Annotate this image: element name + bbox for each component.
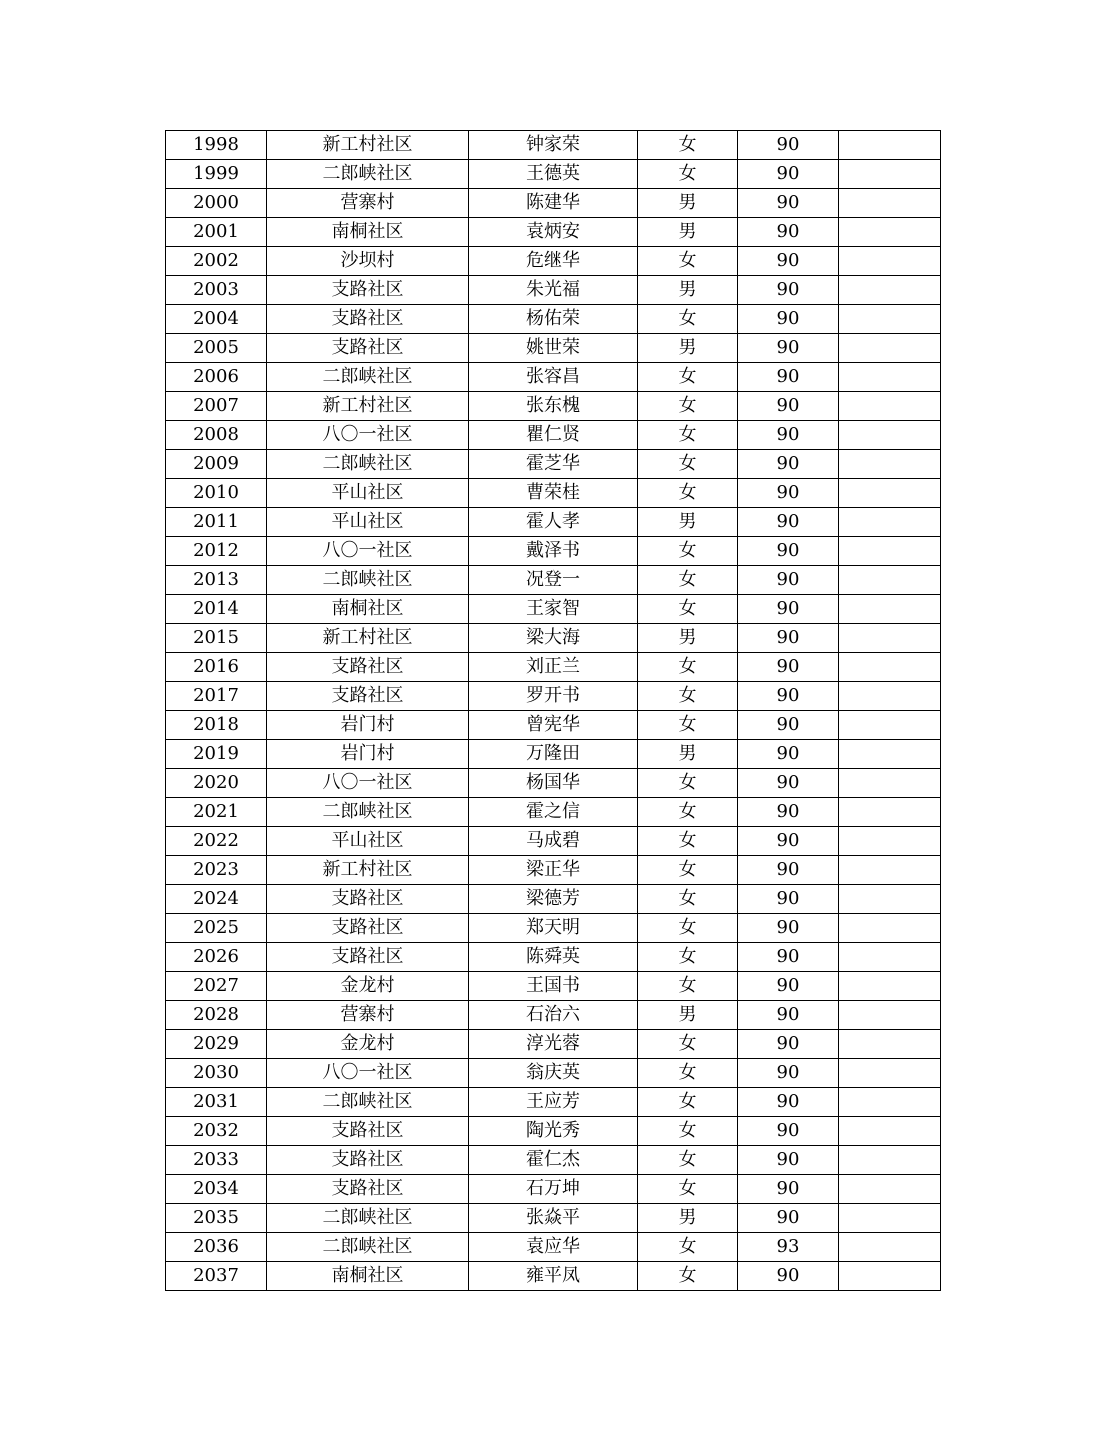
cell-name: 王家智 [469,595,638,624]
table-row [166,450,941,479]
cell-community: 支路社区 [267,914,469,943]
cell-gender: 女 [638,363,738,392]
cell-number: 2006 [166,363,267,392]
cell-gender: 女 [638,1262,738,1291]
cell-note [839,1059,941,1088]
cell-number: 2004 [166,305,267,334]
cell-note [839,508,941,537]
cell-community: 二郎峡社区 [267,450,469,479]
cell-age: 90 [738,247,839,276]
cell-note [839,595,941,624]
table-row [166,972,941,1001]
table-row [166,1262,941,1291]
table-row [166,479,941,508]
cell-gender: 女 [638,1030,738,1059]
cell-note [839,131,941,160]
cell-number: 2003 [166,276,267,305]
cell-age: 90 [738,682,839,711]
cell-age: 90 [738,798,839,827]
cell-note [839,1204,941,1233]
cell-note [839,1001,941,1030]
cell-name: 马成碧 [469,827,638,856]
cell-community: 平山社区 [267,479,469,508]
cell-age: 90 [738,711,839,740]
table-row [166,856,941,885]
cell-gender: 女 [638,914,738,943]
cell-name: 曾宪华 [469,711,638,740]
cell-age: 90 [738,653,839,682]
cell-gender: 女 [638,537,738,566]
cell-gender: 女 [638,595,738,624]
cell-age: 90 [738,276,839,305]
cell-note [839,972,941,1001]
cell-age: 90 [738,914,839,943]
cell-name: 翁庆英 [469,1059,638,1088]
cell-gender: 男 [638,334,738,363]
cell-age: 90 [738,972,839,1001]
cell-number: 2014 [166,595,267,624]
cell-note [839,276,941,305]
cell-note [839,798,941,827]
cell-number: 2008 [166,421,267,450]
cell-community: 新工村社区 [267,392,469,421]
cell-age: 90 [738,537,839,566]
cell-name: 瞿仁贤 [469,421,638,450]
cell-gender: 女 [638,682,738,711]
cell-gender: 女 [638,1117,738,1146]
cell-gender: 男 [638,1204,738,1233]
cell-note [839,1030,941,1059]
cell-name: 陈建华 [469,189,638,218]
cell-number: 2030 [166,1059,267,1088]
cell-community: 支路社区 [267,653,469,682]
table-row [166,1088,941,1117]
cell-number: 2023 [166,856,267,885]
cell-name: 霍之信 [469,798,638,827]
cell-name: 杨佑荣 [469,305,638,334]
cell-note [839,1146,941,1175]
table-row [166,1117,941,1146]
cell-community: 支路社区 [267,1117,469,1146]
cell-gender: 女 [638,1088,738,1117]
cell-age: 90 [738,827,839,856]
table-row [166,711,941,740]
cell-gender: 女 [638,1059,738,1088]
cell-number: 2010 [166,479,267,508]
cell-community: 八〇一社区 [267,1059,469,1088]
cell-name: 张东槐 [469,392,638,421]
cell-name: 霍人孝 [469,508,638,537]
cell-gender: 女 [638,798,738,827]
cell-community: 平山社区 [267,827,469,856]
table-row [166,363,941,392]
cell-number: 2033 [166,1146,267,1175]
cell-age: 90 [738,1001,839,1030]
cell-gender: 女 [638,943,738,972]
cell-age: 93 [738,1233,839,1262]
cell-name: 张焱平 [469,1204,638,1233]
cell-note [839,856,941,885]
cell-gender: 女 [638,972,738,1001]
cell-gender: 女 [638,1146,738,1175]
cell-name: 陶光秀 [469,1117,638,1146]
cell-gender: 女 [638,392,738,421]
cell-number: 2009 [166,450,267,479]
cell-gender: 男 [638,276,738,305]
cell-gender: 女 [638,479,738,508]
records-body [166,131,941,1291]
cell-age: 90 [738,1262,839,1291]
table-row [166,914,941,943]
cell-number: 2036 [166,1233,267,1262]
cell-community: 南桐社区 [267,1262,469,1291]
cell-note [839,479,941,508]
table-row [166,247,941,276]
cell-community: 南桐社区 [267,218,469,247]
cell-note [839,653,941,682]
cell-community: 南桐社区 [267,595,469,624]
cell-name: 陈舜英 [469,943,638,972]
cell-note [839,421,941,450]
cell-gender: 男 [638,1001,738,1030]
table-row [166,160,941,189]
table-row [166,276,941,305]
cell-number: 1998 [166,131,267,160]
cell-age: 90 [738,943,839,972]
cell-number: 2019 [166,740,267,769]
cell-note [839,450,941,479]
cell-name: 王应芳 [469,1088,638,1117]
cell-age: 90 [738,305,839,334]
cell-note [839,769,941,798]
cell-community: 平山社区 [267,508,469,537]
cell-age: 90 [738,856,839,885]
cell-name: 淳光蓉 [469,1030,638,1059]
cell-number: 2017 [166,682,267,711]
table-row [166,1233,941,1262]
cell-gender: 女 [638,160,738,189]
cell-name: 雍平凤 [469,1262,638,1291]
cell-gender: 女 [638,566,738,595]
cell-gender: 女 [638,653,738,682]
cell-gender: 女 [638,827,738,856]
cell-age: 90 [738,508,839,537]
table-row [166,189,941,218]
cell-number: 2002 [166,247,267,276]
cell-number: 2021 [166,798,267,827]
cell-name: 曹荣桂 [469,479,638,508]
cell-note [839,682,941,711]
table-row [166,682,941,711]
cell-name: 刘正兰 [469,653,638,682]
cell-note [839,740,941,769]
cell-age: 90 [738,131,839,160]
cell-age: 90 [738,1030,839,1059]
cell-note [839,537,941,566]
cell-name: 王国书 [469,972,638,1001]
cell-gender: 女 [638,1175,738,1204]
cell-note [839,218,941,247]
cell-note [839,624,941,653]
cell-community: 二郎峡社区 [267,1233,469,1262]
cell-name: 袁炳安 [469,218,638,247]
cell-name: 况登一 [469,566,638,595]
cell-note [839,885,941,914]
cell-name: 王德英 [469,160,638,189]
cell-community: 支路社区 [267,305,469,334]
cell-note [839,914,941,943]
table-row [166,769,941,798]
cell-note [839,189,941,218]
cell-note [839,160,941,189]
cell-name: 罗开书 [469,682,638,711]
cell-number: 2025 [166,914,267,943]
cell-number: 2035 [166,1204,267,1233]
cell-note [839,247,941,276]
cell-number: 2011 [166,508,267,537]
table-row [166,798,941,827]
cell-community: 二郎峡社区 [267,363,469,392]
cell-gender: 女 [638,885,738,914]
cell-age: 90 [738,421,839,450]
table-row [166,943,941,972]
table-row [166,624,941,653]
table-row [166,1030,941,1059]
cell-community: 营寨村 [267,1001,469,1030]
table-row [166,827,941,856]
cell-age: 90 [738,450,839,479]
cell-note [839,1117,941,1146]
cell-gender: 女 [638,856,738,885]
table-row [166,653,941,682]
cell-name: 梁大海 [469,624,638,653]
cell-gender: 女 [638,711,738,740]
cell-name: 梁德芳 [469,885,638,914]
table-row [166,740,941,769]
cell-name: 戴泽书 [469,537,638,566]
cell-age: 90 [738,479,839,508]
cell-community: 岩门村 [267,711,469,740]
cell-gender: 女 [638,247,738,276]
cell-number: 2018 [166,711,267,740]
cell-community: 支路社区 [267,682,469,711]
cell-community: 新工村社区 [267,131,469,160]
cell-community: 营寨村 [267,189,469,218]
table-row [166,218,941,247]
cell-name: 钟家荣 [469,131,638,160]
cell-age: 90 [738,885,839,914]
table-row [166,334,941,363]
cell-note [839,363,941,392]
cell-number: 2000 [166,189,267,218]
cell-gender: 男 [638,189,738,218]
cell-gender: 女 [638,305,738,334]
cell-number: 2026 [166,943,267,972]
table-row [166,131,941,160]
cell-number: 2024 [166,885,267,914]
cell-community: 二郎峡社区 [267,798,469,827]
cell-name: 杨国华 [469,769,638,798]
cell-community: 二郎峡社区 [267,1204,469,1233]
table-row [166,885,941,914]
cell-note [839,1233,941,1262]
cell-number: 2015 [166,624,267,653]
cell-note [839,1088,941,1117]
cell-gender: 女 [638,1233,738,1262]
cell-community: 支路社区 [267,276,469,305]
cell-community: 新工村社区 [267,624,469,653]
cell-number: 2037 [166,1262,267,1291]
cell-gender: 女 [638,131,738,160]
cell-age: 90 [738,1088,839,1117]
cell-community: 八〇一社区 [267,769,469,798]
cell-community: 新工村社区 [267,856,469,885]
cell-number: 2032 [166,1117,267,1146]
cell-name: 郑天明 [469,914,638,943]
cell-community: 支路社区 [267,885,469,914]
records-table [165,130,941,1291]
table-row [166,305,941,334]
cell-number: 2031 [166,1088,267,1117]
cell-community: 八〇一社区 [267,537,469,566]
cell-note [839,1175,941,1204]
cell-name: 梁正华 [469,856,638,885]
cell-age: 90 [738,595,839,624]
cell-note [839,334,941,363]
cell-community: 二郎峡社区 [267,566,469,595]
cell-age: 90 [738,740,839,769]
cell-note [839,943,941,972]
table-row [166,537,941,566]
cell-community: 支路社区 [267,1146,469,1175]
cell-number: 2013 [166,566,267,595]
cell-age: 90 [738,363,839,392]
cell-gender: 男 [638,624,738,653]
cell-number: 2027 [166,972,267,1001]
cell-note [839,566,941,595]
table-row [166,421,941,450]
cell-name: 朱光福 [469,276,638,305]
cell-age: 90 [738,334,839,363]
cell-gender: 男 [638,218,738,247]
cell-gender: 男 [638,740,738,769]
cell-name: 霍芝华 [469,450,638,479]
table-row [166,595,941,624]
cell-age: 90 [738,1175,839,1204]
table-row [166,1001,941,1030]
cell-name: 张容昌 [469,363,638,392]
cell-gender: 女 [638,450,738,479]
table-row [166,1059,941,1088]
table-row [166,1146,941,1175]
cell-number: 2020 [166,769,267,798]
cell-number: 2001 [166,218,267,247]
cell-age: 90 [738,189,839,218]
cell-name: 石万坤 [469,1175,638,1204]
cell-note [839,827,941,856]
cell-age: 90 [738,218,839,247]
cell-name: 危继华 [469,247,638,276]
cell-number: 2007 [166,392,267,421]
table-row [166,1175,941,1204]
table-row [166,508,941,537]
table-row [166,392,941,421]
cell-community: 支路社区 [267,334,469,363]
cell-gender: 女 [638,769,738,798]
table-row [166,566,941,595]
cell-note [839,392,941,421]
cell-community: 二郎峡社区 [267,1088,469,1117]
cell-name: 姚世荣 [469,334,638,363]
cell-name: 霍仁杰 [469,1146,638,1175]
cell-age: 90 [738,1117,839,1146]
cell-age: 90 [738,1059,839,1088]
cell-community: 支路社区 [267,1175,469,1204]
table-row [166,1204,941,1233]
cell-gender: 女 [638,421,738,450]
cell-number: 2022 [166,827,267,856]
cell-note [839,305,941,334]
cell-number: 1999 [166,160,267,189]
cell-number: 2016 [166,653,267,682]
cell-community: 二郎峡社区 [267,160,469,189]
cell-name: 袁应华 [469,1233,638,1262]
cell-name: 万隆田 [469,740,638,769]
cell-number: 2029 [166,1030,267,1059]
cell-community: 沙坝村 [267,247,469,276]
cell-community: 八〇一社区 [267,421,469,450]
cell-community: 金龙村 [267,972,469,1001]
cell-name: 石治六 [469,1001,638,1030]
cell-gender: 男 [638,508,738,537]
cell-community: 金龙村 [267,1030,469,1059]
cell-age: 90 [738,392,839,421]
cell-age: 90 [738,624,839,653]
cell-number: 2034 [166,1175,267,1204]
cell-number: 2012 [166,537,267,566]
cell-note [839,1262,941,1291]
cell-note [839,711,941,740]
cell-age: 90 [738,769,839,798]
cell-age: 90 [738,160,839,189]
cell-community: 支路社区 [267,943,469,972]
cell-age: 90 [738,566,839,595]
cell-age: 90 [738,1204,839,1233]
cell-community: 岩门村 [267,740,469,769]
cell-age: 90 [738,1146,839,1175]
cell-number: 2028 [166,1001,267,1030]
cell-number: 2005 [166,334,267,363]
